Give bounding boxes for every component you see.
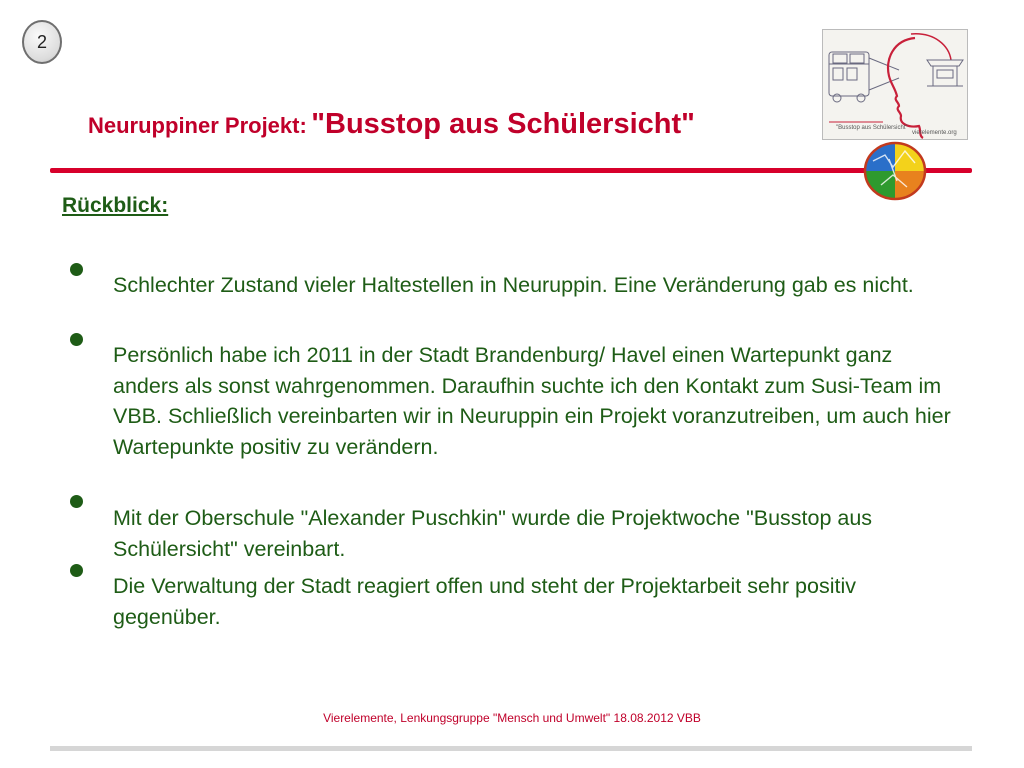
logo-url: vierelemente.org bbox=[912, 130, 957, 136]
page-number: 2 bbox=[36, 31, 47, 52]
title-main: "Busstop aus Schülersicht" bbox=[311, 108, 695, 140]
bullet-dot bbox=[70, 263, 83, 276]
list-item: Die Verwaltung der Stadt reagiert offen und steht der Projektarbeit sehr positiv gegenüber. bbox=[113, 574, 856, 629]
bullet-dot bbox=[70, 333, 83, 346]
bullet-dot bbox=[70, 564, 83, 577]
title-prefix: Neuruppiner Projekt: bbox=[88, 113, 307, 138]
bullet-dot bbox=[70, 495, 83, 508]
section-heading: Rückblick: bbox=[62, 194, 169, 217]
logo-caption: "Busstop aus Schülersicht" bbox=[836, 125, 908, 131]
list-item: Schlechter Zustand vieler Haltestellen in Neuruppin. Eine Veränderung gab es nicht. bbox=[113, 273, 914, 297]
list-item: Persönlich habe ich 2011 in der Stadt Brandenburg/ Havel einen Wartepunkt ganz anders als sonst wahrgenommen. Daraufhin suchte ich den Kontakt zum Susi-Team im VBB. Schließlich vereinbarten wir in Neuruppin ein Projekt voranzutreiben, um auch hier Wartepunkte positiv zu verändern. bbox=[113, 343, 951, 459]
list-item: Mit der Oberschule "Alexander Puschkin" wurde die Projektwoche "Busstop aus Schülersicht" vereinbart. bbox=[113, 506, 873, 561]
slide-footer: Vierelemente, Lenkungsgruppe "Mensch und Umwelt" 18.08.2012 VBB bbox=[323, 711, 701, 725]
footer-divider bbox=[50, 746, 972, 751]
